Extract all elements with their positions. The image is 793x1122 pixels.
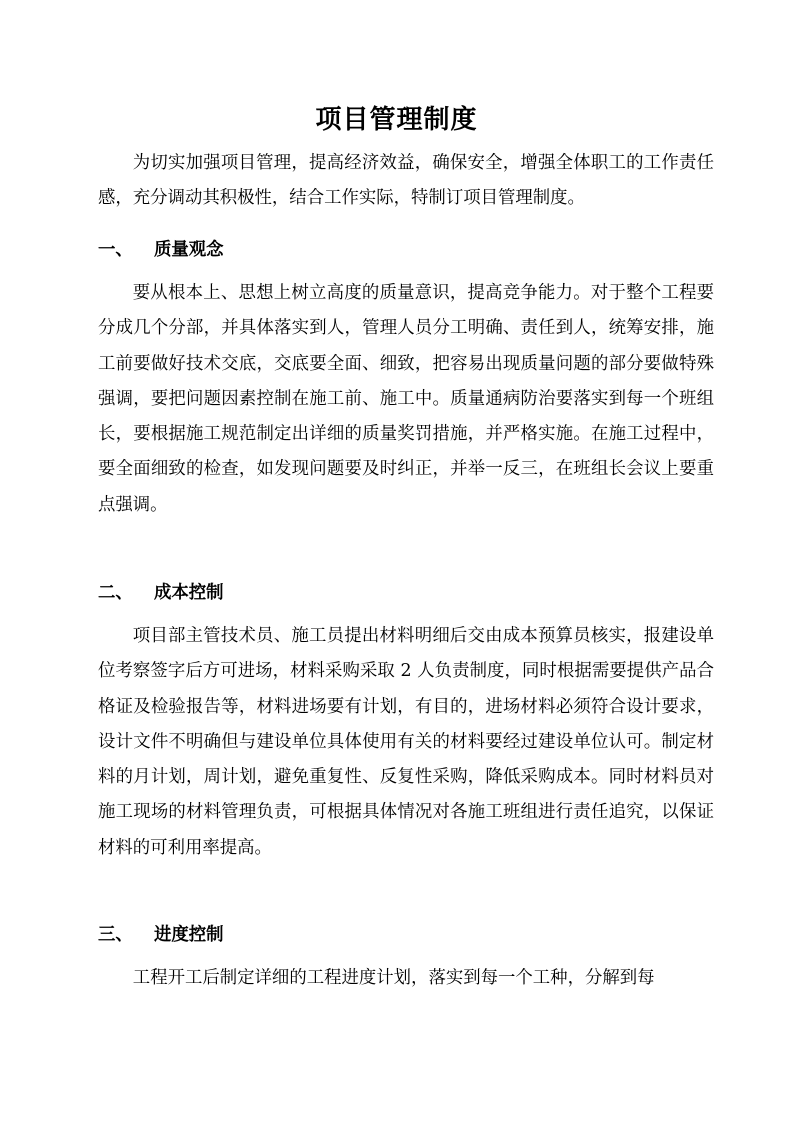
document-title: 项目管理制度 xyxy=(315,105,478,135)
section-heading-quality xyxy=(98,233,698,268)
section-body-cost: 项目部主管技术员、施工员提出材料明细后交由成本预算员核实，报建设单位考察签字后方可进场，材料采购采取 2 人负责制度，同时根据需要提供产品合格证及检验报告等，材料进场要有计划，有目的，进场材料必须符合设计要求，设计文件不明确但与建设单位具体使用有关的材料要经过建设单位认可。制定材料的月计划，周计划，避免重复性、反复性采购，降低采购成本。同时材料员对施工现场的材料管理负责，可根据具体情况对各施工班组进行责任追究，以保证材料的可利用率提高。 xyxy=(98,626,714,858)
section-title: 成本控制 xyxy=(154,583,224,603)
intro-paragraph: 为切实加强项目管理，提高经济效益，确保安全，增强全体职工的工作责任感，充分调动其积极性，结合工作实际，特制订项目管理制度。 xyxy=(98,153,714,209)
section-title: 进度控制 xyxy=(154,925,224,945)
section-heading-schedule xyxy=(98,918,698,953)
section-number: 一、 xyxy=(98,240,133,260)
section-title: 质量观念 xyxy=(154,240,224,260)
section-heading-cost xyxy=(98,576,698,611)
section-number: 三、 xyxy=(98,925,133,945)
section-body-schedule: 工程开工后制定详细的工程进度计划，落实到每一个工种，分解到每 xyxy=(132,968,655,988)
section-body-quality: 要从根本上、思想上树立高度的质量意识，提高竞争能力。对于整个工程要分成几个分部，并具体落实到人，管理人员分工明确、责任到人，统筹安排，施工前要做好技术交底，交底要全面、细致，把容易出现质量问题的部分要做特殊强调，要把问题因素控制在施工前、施工中。质量通病防治要落实到每一个班组长，要根据施工规范制定出详细的质量奖罚措施，并严格实施。在施工过程中，要全面细致的检查，如发现问题要及时纠正，并举一反三，在班组长会议上要重点强调。 xyxy=(98,283,714,515)
section-number: 二、 xyxy=(98,583,133,603)
